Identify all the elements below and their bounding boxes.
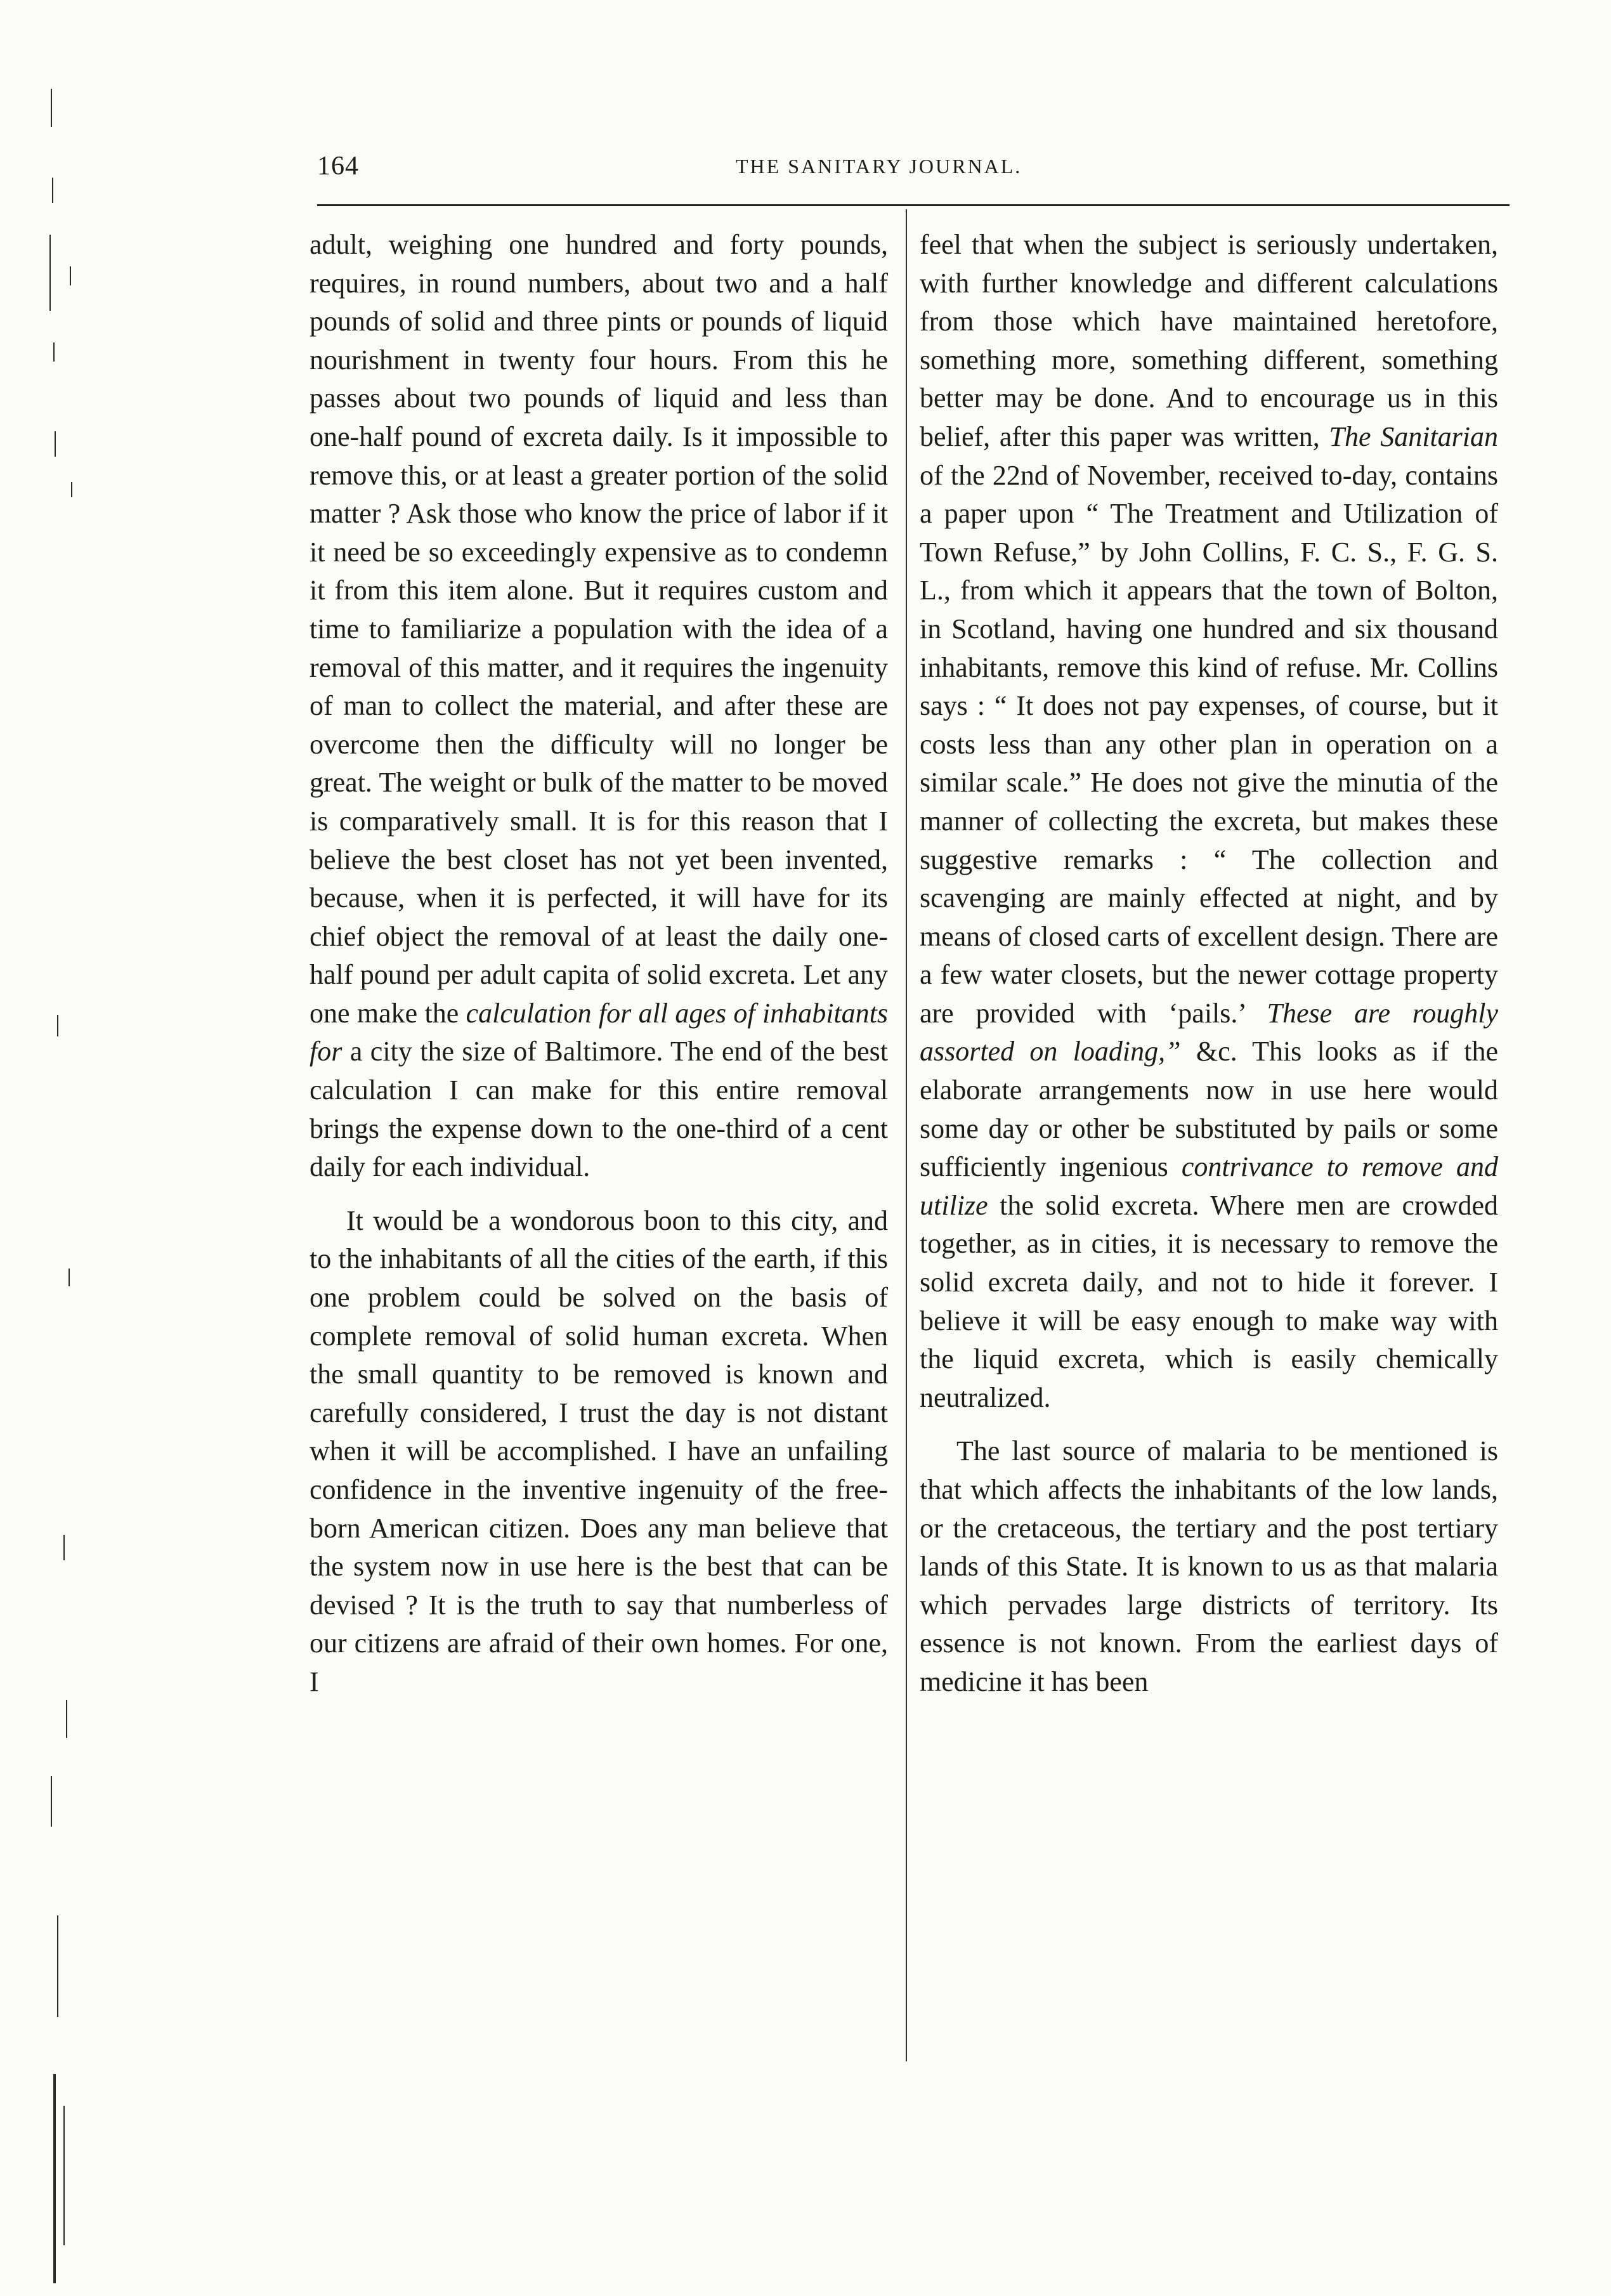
paragraph-text: adult, weighing one hundred and forty pounds, requires, in round numbers, about two and a half pounds of solid and three pints or pounds of liquid nourishment in twenty four hours. From this he passes about two pounds of liquid and less than one-half pound of excreta daily. Is it impossible to remove this, or at least a greater portion of the solid matter ? Ask those who know the price of labor if it it need be so exceedingly expensive as to condemn it from this item alone. But it requires custom and time to familiarize a population with the idea of a removal of this matter, and it requires the ingenuity of man to collect the material, and after these are overcome then the difficulty will no longer be great. The weight or bulk of the matter to be moved is comparatively small. It is for this reason that I believe the best closet has not yet been invented, because, when it is perfected, it will have for its chief object the removal of at least the daily one-half pound per adult capita of solid excreta. Let any one make the — [310, 229, 888, 1029]
journal-title: The Sanitarian — [1329, 421, 1499, 452]
paragraph-text: feel that when the subject is seriously undertaken, with further knowledge and different calculations from those which have maintained heretofore, something more, something different, something better may be done. And to encourage us in this belief, after this paper was written, — [920, 229, 1498, 452]
left-column — [310, 226, 888, 1717]
paragraph-text: of the 22nd of November, received to-day, contains a paper upon “ The Treatment and Utilization of Town Refuse,” by John Collins, F. C. S., F. G. S. L., from which it appears that the town of Bolton, in Scotland, having one hundred and six thousand inhabitants, remove this kind of refuse. Mr. Collins says : “ It does not pay expenses, of course, but it costs less than any other plan in operation on a similar scale.” He does not give the minutia of the manner of collecting the excreta, but makes these suggestive remarks : “ The collection and scavenging are mainly effected at night, and by means of closed carts of excellent design. There are a few water closets, but the newer cottage property are provided with ‘pails.’ — [920, 459, 1498, 1029]
right-column — [920, 226, 1498, 1717]
paragraph-text: The last source of malaria to be mentioned is that which affects the inhabitants of the low lands, or the cretaceous, the tertiary and the post tertiary lands of this State. It is known to us as that malaria which pervades large districts of territory. Its essence is not known. From the earliest days of medicine it has been — [920, 1435, 1498, 1697]
page-number: 164 — [317, 152, 359, 181]
page-header — [317, 151, 1510, 195]
paragraph-text: &c. This looks as if the elaborate arrangements now in use here would some day or other be substituted by pails or some sufficiently ingenious — [920, 1036, 1498, 1183]
paragraph — [920, 1432, 1498, 1701]
paragraph-text: It would be a wondorous boon to this city, and to the inhabitants of all the cities of the earth, if this one problem could be solved on the basis of complete removal of solid human excreta. When the small quantity to be removed is known and carefully considered, I trust the day is not distant when it will be accomplished. I have an unfailing confidence in the inventive ingenuity of the free-born American citizen. Does any man believe that the system now in use here is the best that can be devised ? It is the truth to say that numberless of our citizens are afraid of their own homes. For one, I — [310, 1204, 888, 1697]
italic-text: These are roughly assorted on loading,” — [920, 997, 1498, 1067]
italic-text: calculation for all ages of inhabitants for — [310, 997, 889, 1067]
running-title: THE SANITARY JOURNAL. — [736, 155, 1022, 178]
paragraph — [920, 226, 1498, 1417]
binding-edge-marks — [38, 76, 89, 2258]
paragraph — [310, 226, 888, 1187]
italic-text: contrivance to remove and utilize — [920, 1151, 1498, 1221]
paragraph — [310, 1202, 888, 1702]
column-divider — [906, 209, 907, 2061]
paragraph-text: the solid excreta. Where men are crowded together, as in cities, it is necessary to remove the solid excreta daily, and not to hide it forever. I believe it will be easy enough to make way with the liquid excreta, which is easily chemically neutralized. — [920, 1189, 1498, 1413]
paragraph-text: a city the size of Baltimore. The end of the best calculation I can make for this entire removal brings the expense down to the one-third of a cent daily for each individual. — [310, 1036, 889, 1183]
header-rule — [317, 204, 1510, 206]
